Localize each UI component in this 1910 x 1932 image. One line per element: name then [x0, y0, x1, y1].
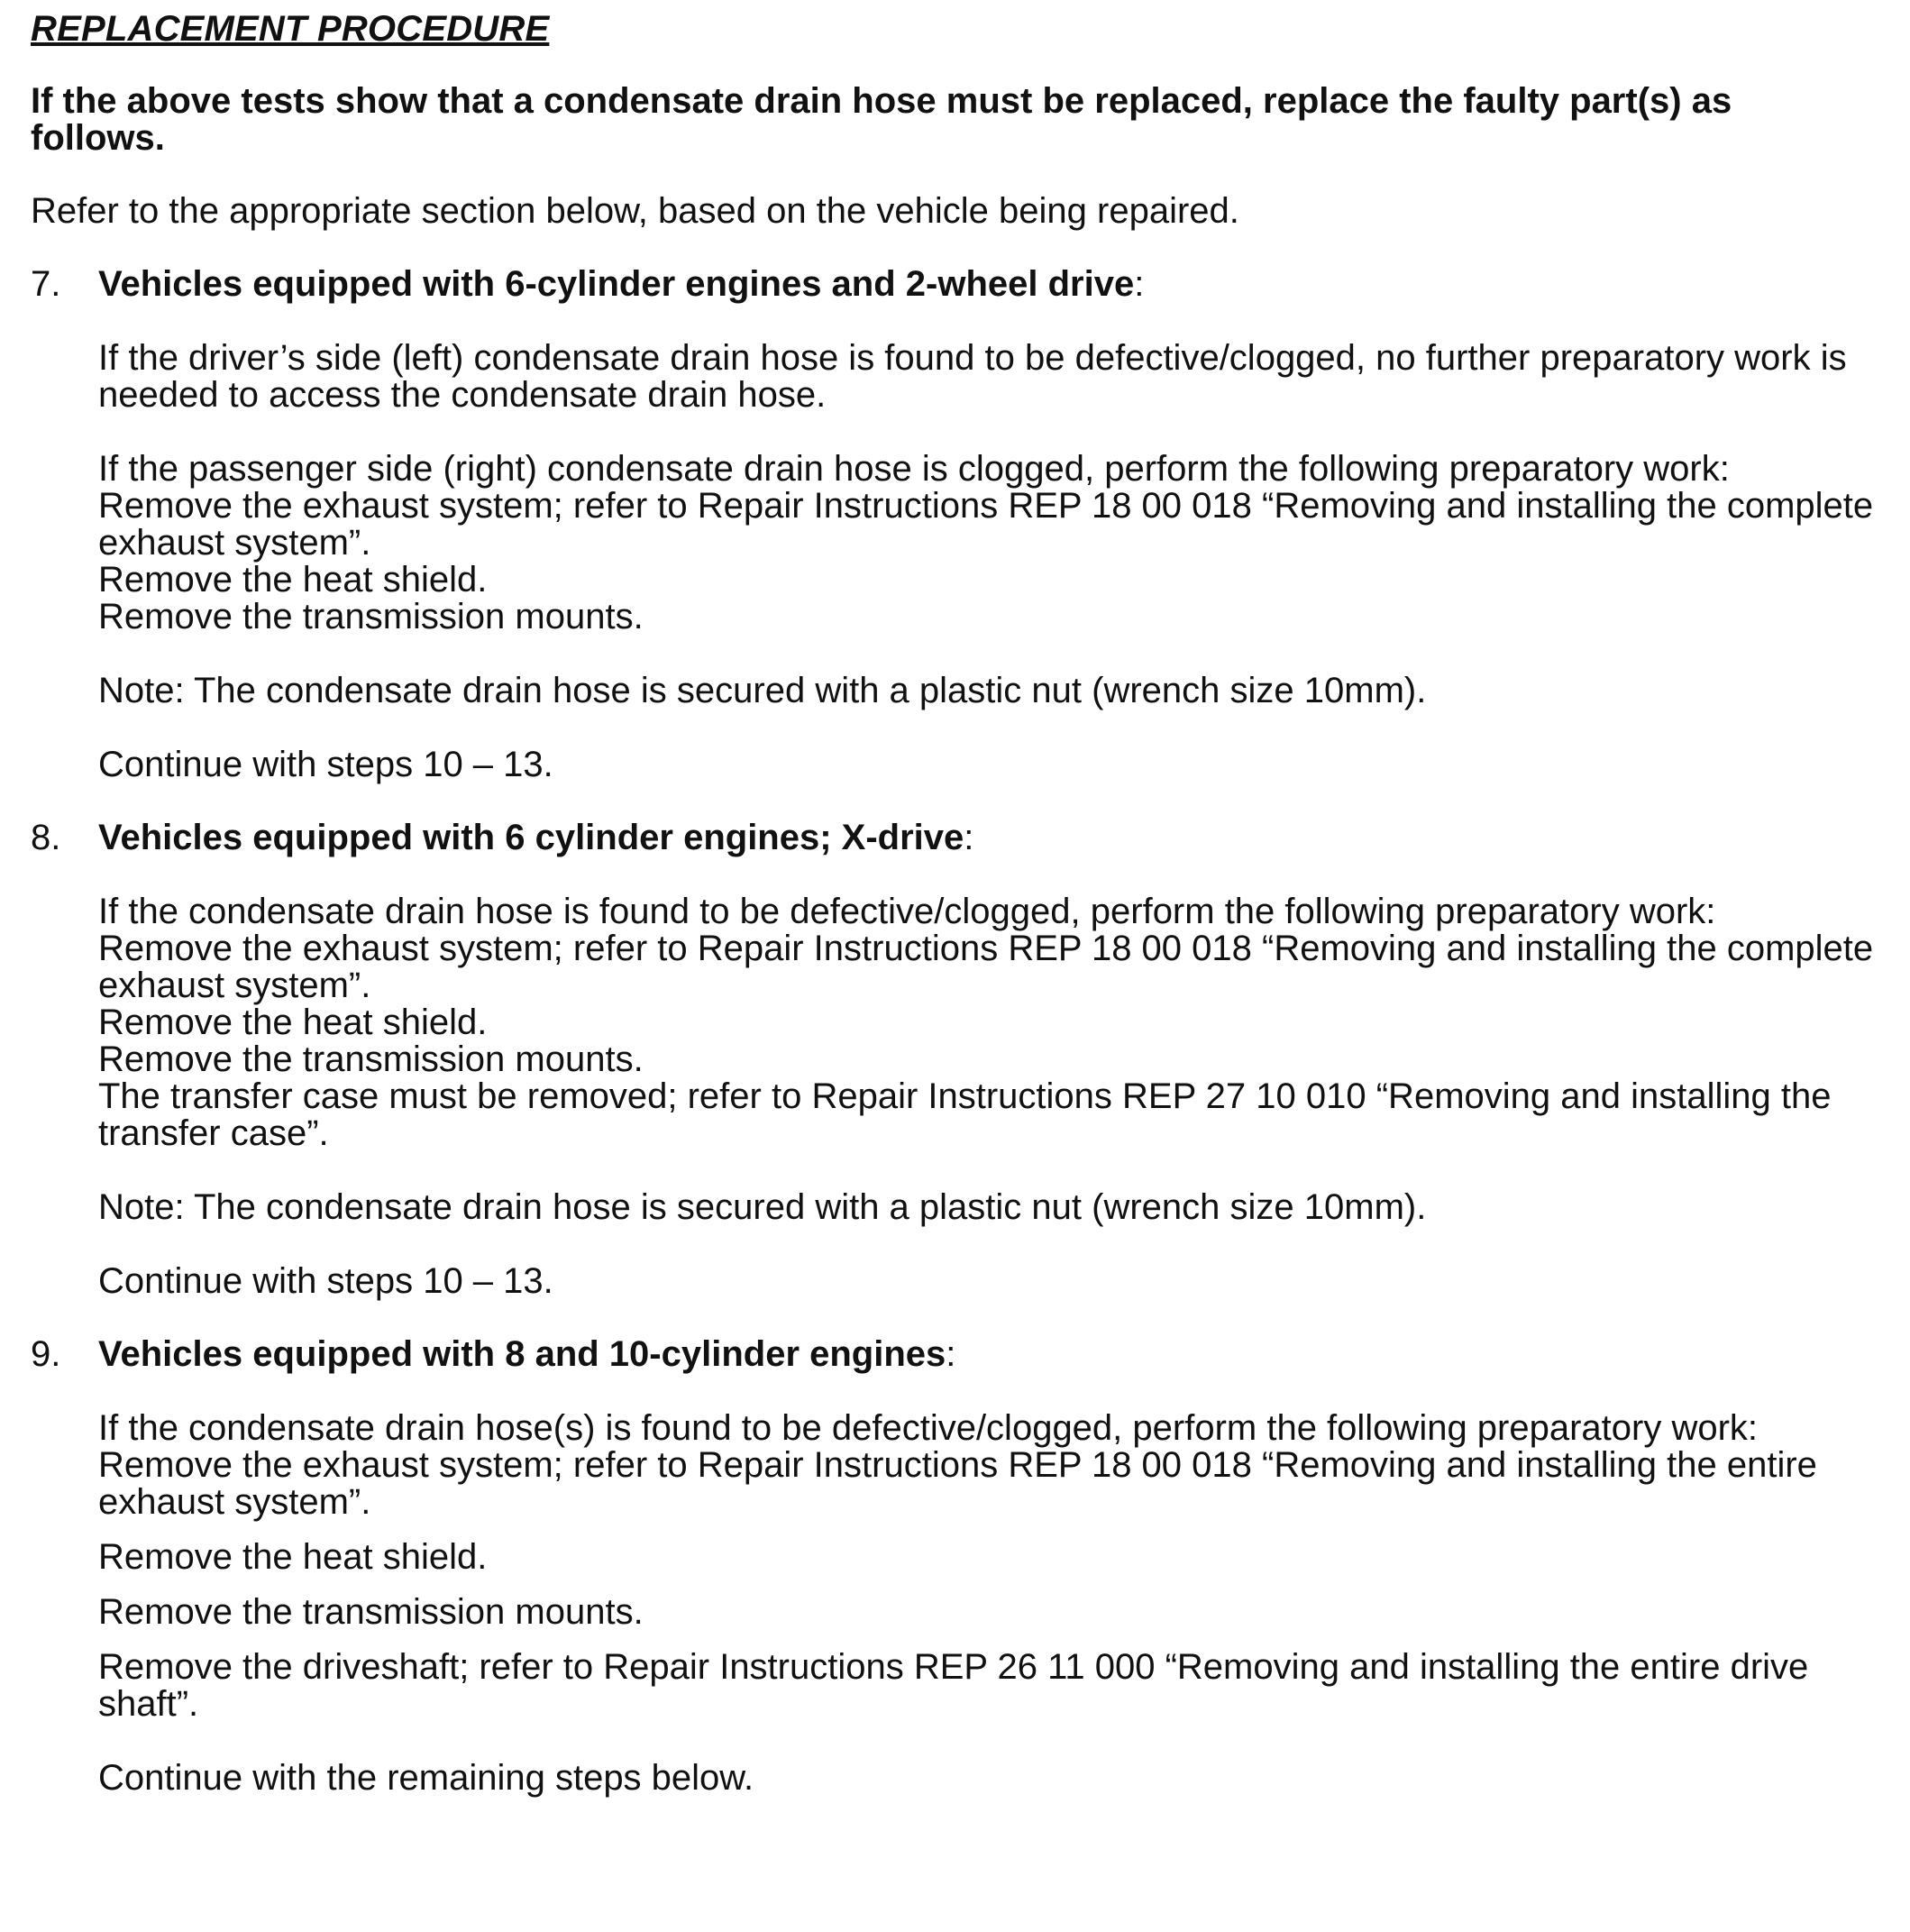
step-8 [31, 819, 1887, 1300]
step-8-heading [31, 819, 1887, 856]
step-9-heading [31, 1336, 1887, 1373]
step-line: The transfer case must be removed; refer to Repair Instructions REP 27 10 010 “Removing and installing the transfer case”. [98, 1076, 1832, 1153]
step-9 [31, 1336, 1887, 1797]
step-note: Note: The condensate drain hose is secured with a plastic nut (wrench size 10mm). [98, 1187, 1427, 1227]
step-continue: Continue with the remaining steps below. [98, 1758, 754, 1798]
step-title-suffix: : [1134, 264, 1145, 304]
step-paragraph [98, 451, 1910, 636]
step-line: Remove the transmission mounts. [98, 597, 644, 636]
step-7 [31, 266, 1887, 783]
step-paragraph [98, 1410, 1910, 1521]
step-line: If the condensate drain hose(s) is found to be defective/clogged, perform the following preparatory work: [98, 1408, 1759, 1448]
step-paragraph [98, 893, 1910, 1152]
step-line: Remove the transmission mounts. [98, 1592, 644, 1632]
step-continue: Continue with steps 10 – 13. [98, 745, 553, 784]
step-line: Remove the driveshaft; refer to Repair Instructions REP 26 11 000 “Removing and installing the entire drive shaft”. [98, 1647, 1809, 1724]
document-page [31, 7, 1887, 1797]
step-continue: Continue with steps 10 – 13. [98, 1261, 553, 1301]
step-paragraph: If the driver’s side (left) condensate drain hose is found to be defective/clogged, no further preparatory work is needed to access the condensate drain hose. [98, 338, 1847, 415]
step-number: 8. [31, 818, 61, 857]
step-line: If the passenger side (right) condensate drain hose is clogged, perform the following preparatory work: [98, 449, 1730, 489]
step-number: 7. [31, 264, 61, 304]
step-title: Vehicles equipped with 8 and 10-cylinder engines [98, 1334, 946, 1374]
step-title: Vehicles equipped with 6-cylinder engines and 2-wheel drive [98, 264, 1135, 304]
step-line: Remove the transmission mounts. [98, 1039, 644, 1079]
step-line: Remove the heat shield. [98, 1537, 488, 1577]
section-heading: REPLACEMENT PROCEDURE [31, 9, 550, 49]
step-title-suffix: : [964, 818, 974, 857]
step-title-suffix: : [946, 1334, 956, 1374]
intro-paragraph: Refer to the appropriate section below, based on the vehicle being repaired. [31, 191, 1239, 231]
step-7-body [31, 340, 1910, 783]
step-line: Remove the exhaust system; refer to Repair Instructions REP 18 00 018 “Removing and installing the complete exhaust system”. [98, 929, 1874, 1005]
step-line: Remove the exhaust system; refer to Repair Instructions REP 18 00 018 “Removing and installing the complete exhaust system”. [98, 486, 1874, 563]
step-title: Vehicles equipped with 6 cylinder engines; X-drive [98, 818, 964, 857]
step-number: 9. [31, 1334, 61, 1374]
step-line: Remove the heat shield. [98, 1003, 488, 1042]
step-line: If the condensate drain hose is found to be defective/clogged, perform the following preparatory work: [98, 892, 1716, 931]
step-note: Note: The condensate drain hose is secured with a plastic nut (wrench size 10mm). [98, 671, 1427, 710]
step-8-body [31, 893, 1910, 1300]
step-9-body [31, 1410, 1910, 1797]
step-7-heading [31, 266, 1887, 303]
step-line: Remove the heat shield. [98, 560, 488, 600]
intro-bold-paragraph: If the above tests show that a condensate drain hose must be replaced, replace the faulty part(s) as follows. [31, 81, 1732, 158]
step-line: Remove the exhaust system; refer to Repair Instructions REP 18 00 018 “Removing and installing the entire exhaust system”. [98, 1445, 1817, 1522]
